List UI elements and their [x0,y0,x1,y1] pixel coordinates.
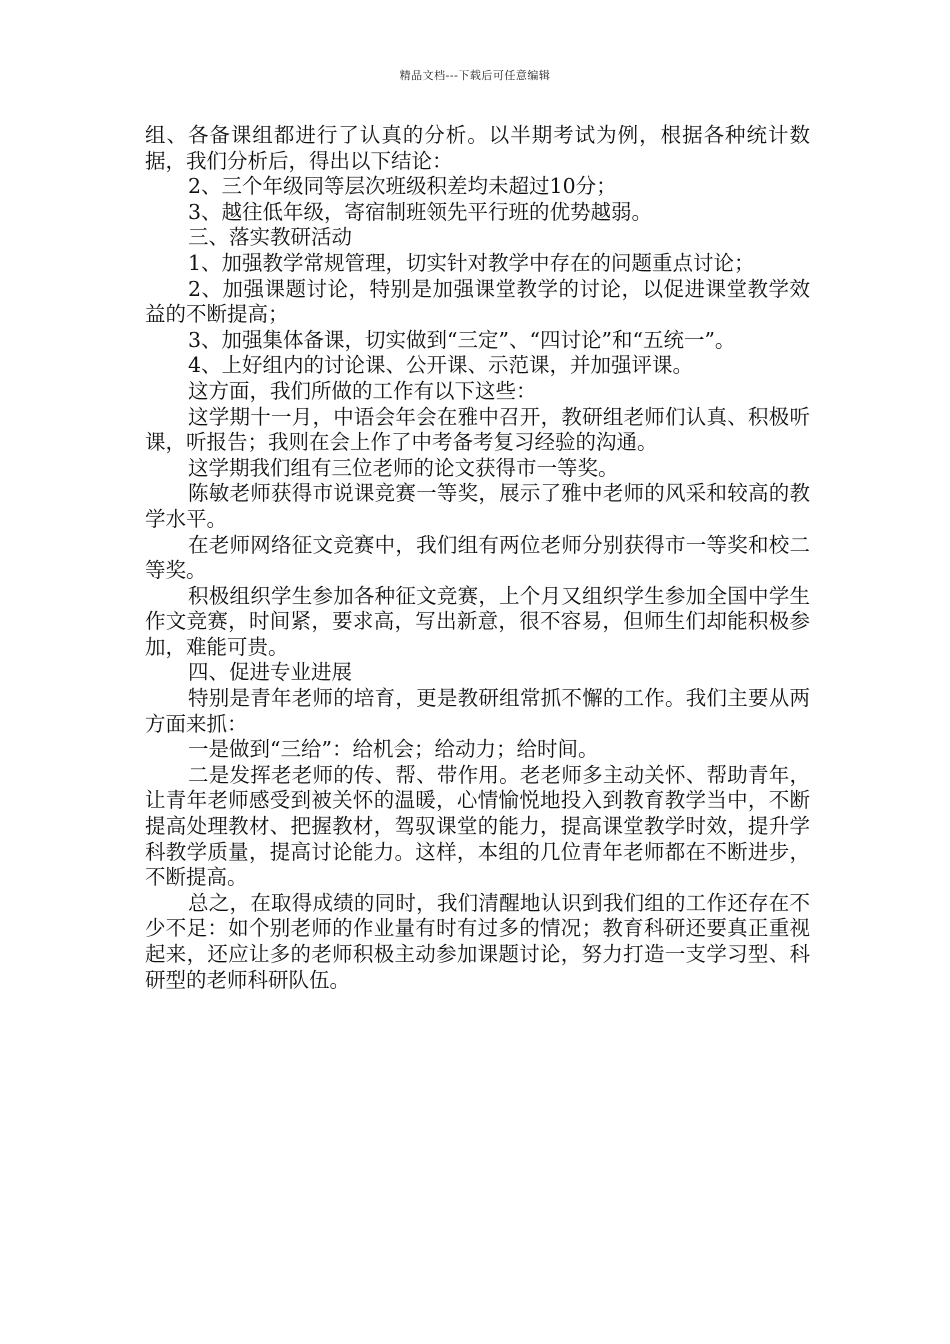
paragraph: 一是做到“三给”：给机会；给动力；给时间。 [188,737,599,762]
paragraph: 特别是青年老师的培育，更是教研组常抓不懈的工作。我们主要从两方面来抓： [145,686,810,736]
paragraph: 2、加强课题讨论，特别是加强课堂教学的讨论，以促进课堂教学效益的不断提高； [145,276,810,327]
paragraph: 这学期我们组有三位老师的论文获得市一等奖。 [188,455,619,480]
paragraph: 3、加强集体备课，切实做到“三定”、“四讨论”和“五统一”。 [188,327,736,352]
section-heading: 三、落实教研活动 [188,225,352,250]
paragraph: 2、三个年级同等层次班级积差均未超过10分； [188,174,617,199]
paragraph: 4、上好组内的讨论课、公开课、示范课，并加强评课。 [188,353,694,378]
paragraph: 二是发挥老老师的传、帮、带作用。老老师多主动关怀、帮助青年，让青年老师感受到被关怀的温暖，心情愉悦地投入到教育教学当中，不断提高处理教材、把握教材，驾驭课堂的能力，提高课堂教学时效，提升学科教学质量，提高讨论能力。这样，本组的几位青年老师都在不断进步，不断提高。 [145,762,810,890]
paragraph: 组、各备课组都进行了认真的分析。以半期考试为例，根据各种统计数据，我们分析后，得出以下结论： [145,123,810,173]
paragraph: 在老师网络征文竞赛中，我们组有两位老师分别获得市一等奖和校二等奖。 [145,532,810,583]
section-heading: 四、促进专业进展 [188,660,352,685]
paragraph: 总之，在取得成绩的同时，我们清醒地认识到我们组的工作还存在不少不足：如个别老师的作业量有时有过多的情况；教育科研还要真正重视起来，还应让多的老师积极主动参加课题讨论，努力打造一支学习型、科研型的老师科研队伍。 [145,890,810,992]
paragraph: 这方面，我们所做的工作有以下这些： [188,378,537,403]
paragraph: 陈敏老师获得市说课竞赛一等奖，展示了雅中老师的风采和较高的教学水平。 [145,481,810,531]
paragraph: 3、越往低年级，寄宿制班领先平行班的优势越弱。 [188,199,653,224]
page-header: 精品文档---下载后可任意编辑 [399,69,551,82]
paragraph: 1、加强教学常规管理，切实针对教学中存在的问题重点讨论； [188,250,755,275]
document-body [145,123,810,993]
paragraph: 这学期十一月，中语会年会在雅中召开，教研组老师们认真、积极听课，听报告；我则在会上作了中考备考复习经验的沟通。 [145,404,810,455]
paragraph: 积极组织学生参加各种征文竞赛，上个月又组织学生参加全国中学生作文竞赛，时间紧，要求高，写出新意，很不容易，但师生们却能积极参加，难能可贵。 [145,583,810,659]
